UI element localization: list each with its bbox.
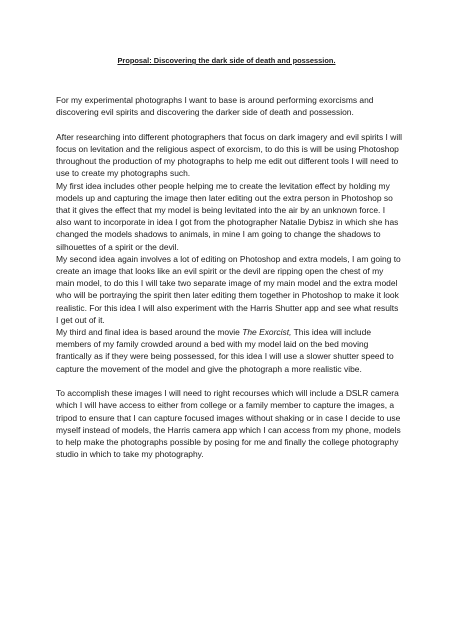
paragraph-idea-3	[56, 326, 402, 375]
paragraph-gap	[56, 118, 402, 130]
paragraph-research: After researching into different photographers that focus on dark imagery and evil spirits I will focus on levitation and the religious aspect of exorcism, to do this is will be using Photoshop throughout the production of my photographs to help me edit out different tools I will need to use to create my photographs such.	[56, 131, 402, 179]
paragraph-intro: For my experimental photographs I want to base is around performing exorcisms and discovering evil spirits and discovering the darker side of death and possession.	[56, 95, 374, 118]
paragraph-resources: To accomplish these images I will need to right recourses which will include a DSLR camera which I will have access to either from college or a family member to capture the images, a tripod to ensure that I can capture focused images without shaking or in case I decide to use myself instead of models, the Harris camera app which I can access from my phone, models to help make the photographs possible by posing for me and finally the college photography studio in which to take my photography.	[56, 388, 401, 460]
proposal-title: Proposal: Discovering the dark side of death and possession.	[117, 56, 336, 65]
idea-3-text-end: This idea will include members of my family crowded around a bed with my model laid on the bed moving frantically as if they were being possessed, for this idea I will use a slower shutter speed to capture the movement of the model and give the photograph a more realistic vibe.	[56, 327, 394, 374]
paragraph-gap	[56, 375, 402, 387]
movie-title: The Exorcist,	[242, 327, 292, 338]
paragraph-idea-2: My second idea again involves a lot of editing on Photoshop and extra models, I am going to create an image that looks like an evil spirit or the devil are ripping open the chest of my main model, to do this I will take two separate image of my main model and the extra model who will be portraying the spirit then later editing them together in Photoshop to make it look realistic. For this idea I will also experiment with the Harris Shutter app and see what results I get out of it.	[56, 253, 401, 325]
document-body	[56, 94, 402, 460]
idea-3-text-start: My third and final idea is based around the movie	[56, 327, 243, 338]
paragraph-idea-1: My first idea includes other people helping me to create the levitation effect by holding my models up and capturing the image then later editing out the extra person in Photoshop so that it gives the effect that my model is being levitated into the air by an unknown force. I also want to incorporate in idea I got from the photographer Natalie Dybisz in which she has changed the models shadows to animals, in mine I am going to change the shadows to silhouettes of a spirit or the devil.	[56, 180, 399, 252]
